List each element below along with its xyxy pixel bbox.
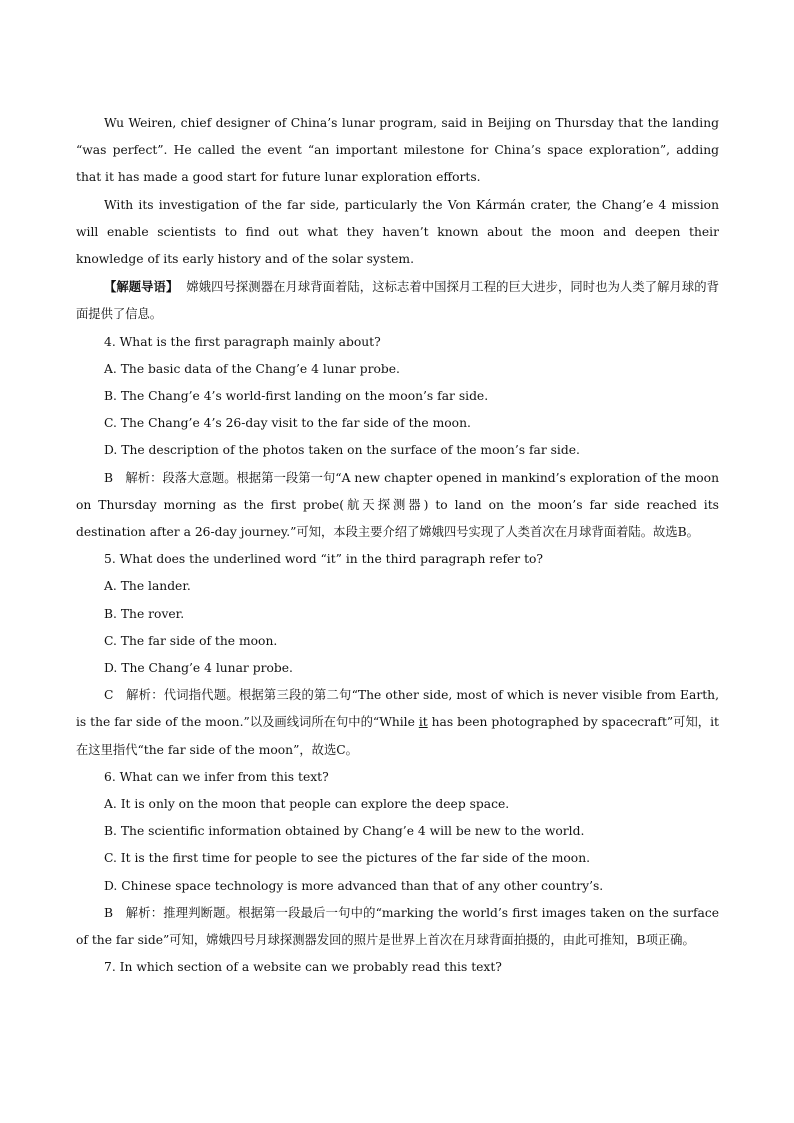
- question-5-option-a: A. The lander.: [104, 579, 191, 594]
- question-4-option-c: C. The Chang’e 4’s 26-day visit to the far side of the moon.: [104, 416, 471, 431]
- question-6-option-b: B. The scientific information obtained by Chang’e 4 will be new to the world.: [104, 824, 585, 839]
- question-5-option-c: C. The far side of the moon.: [104, 633, 278, 648]
- question-4: 4. What is the first paragraph mainly about?: [104, 334, 381, 349]
- question-6-option-c: C. It is the first time for people to see the pictures of the far side of the moon.: [104, 851, 591, 866]
- solving-guide-label: 【解题导语】: [104, 279, 179, 295]
- question-5-option-b: B. The rover.: [104, 606, 185, 621]
- question-6-option-d: D. Chinese space technology is more advanced than that of any other country’s.: [104, 878, 604, 893]
- document-page: [76, 110, 719, 982]
- question-6-option-a: A. It is only on the moon that people can explore the deep space.: [104, 797, 510, 812]
- question-4-option-d: D. The description of the photos taken on the surface of the moon’s far side.: [104, 443, 580, 458]
- question-6: 6. What can we infer from this text?: [104, 769, 329, 784]
- passage-paragraph-1: Wu Weiren, chief designer of China’s lunar program, said in Beijing on Thursday that the landing “was perfect”. He called the event “an important milestone for China’s space exploration”, adding that it has made a good start for future lunar exploration efforts.: [76, 116, 719, 185]
- passage-paragraph-2: With its investigation of the far side, particularly the Von Kármán crater, the Chang’e 4 mission will enable scientists to find out what they haven’t known about the moon and deepen their knowledge of its early history and of the solar system.: [76, 197, 719, 267]
- solving-guide-text: 嫦娥四号探测器在月球背面着陆，这标志着中国探月工程的巨大进步，同时也为人类了解月球的背面提供了信息。: [76, 280, 719, 322]
- question-7: 7. In which section of a website can we probably read this text?: [104, 960, 502, 975]
- underlined-word: it: [418, 715, 428, 730]
- solving-guide: [76, 273, 719, 328]
- question-5: 5. What does the underlined word “it” in the third paragraph refer to?: [104, 552, 544, 567]
- question-4-option-b: B. The Chang’e 4’s world-first landing on the moon’s far side.: [104, 389, 489, 404]
- question-5-answer-part2: has been photographed by spacecraft”可知，it在这里指代“the far side of the moon”，故选C。: [76, 715, 719, 757]
- question-5-answer-part1: C 解析：代词指代题。根据第三段的第二句“The other side, most of which is never visible from Earth, is the far side of the moon.”以及画线词所在句中的“While: [76, 688, 719, 730]
- question-6-answer: B 解析：推理判断题。根据第一段最后一句中的“marking the world’s first images taken on the surface of the far side”可知，嫦娥四号月球探测器发回的照片是世界上首次在月球背面拍摄的，由此可推知，B项正确。: [76, 905, 719, 948]
- question-5-answer: [76, 682, 719, 764]
- question-4-answer: B 解析：段落大意题。根据第一段第一句“A new chapter opened in mankind’s exploration of the moon on Thursday morning as the first probe(航天探测器) to land on the moon’s far side reached its destination after a 26-day journey.”可知，本段主要介绍了嫦娥四号实现了人类首次在月球背面着陆。故选B。: [76, 470, 719, 540]
- question-4-option-a: A. The basic data of the Chang’e 4 lunar probe.: [104, 361, 400, 376]
- question-5-option-d: D. The Chang’e 4 lunar probe.: [104, 661, 293, 676]
